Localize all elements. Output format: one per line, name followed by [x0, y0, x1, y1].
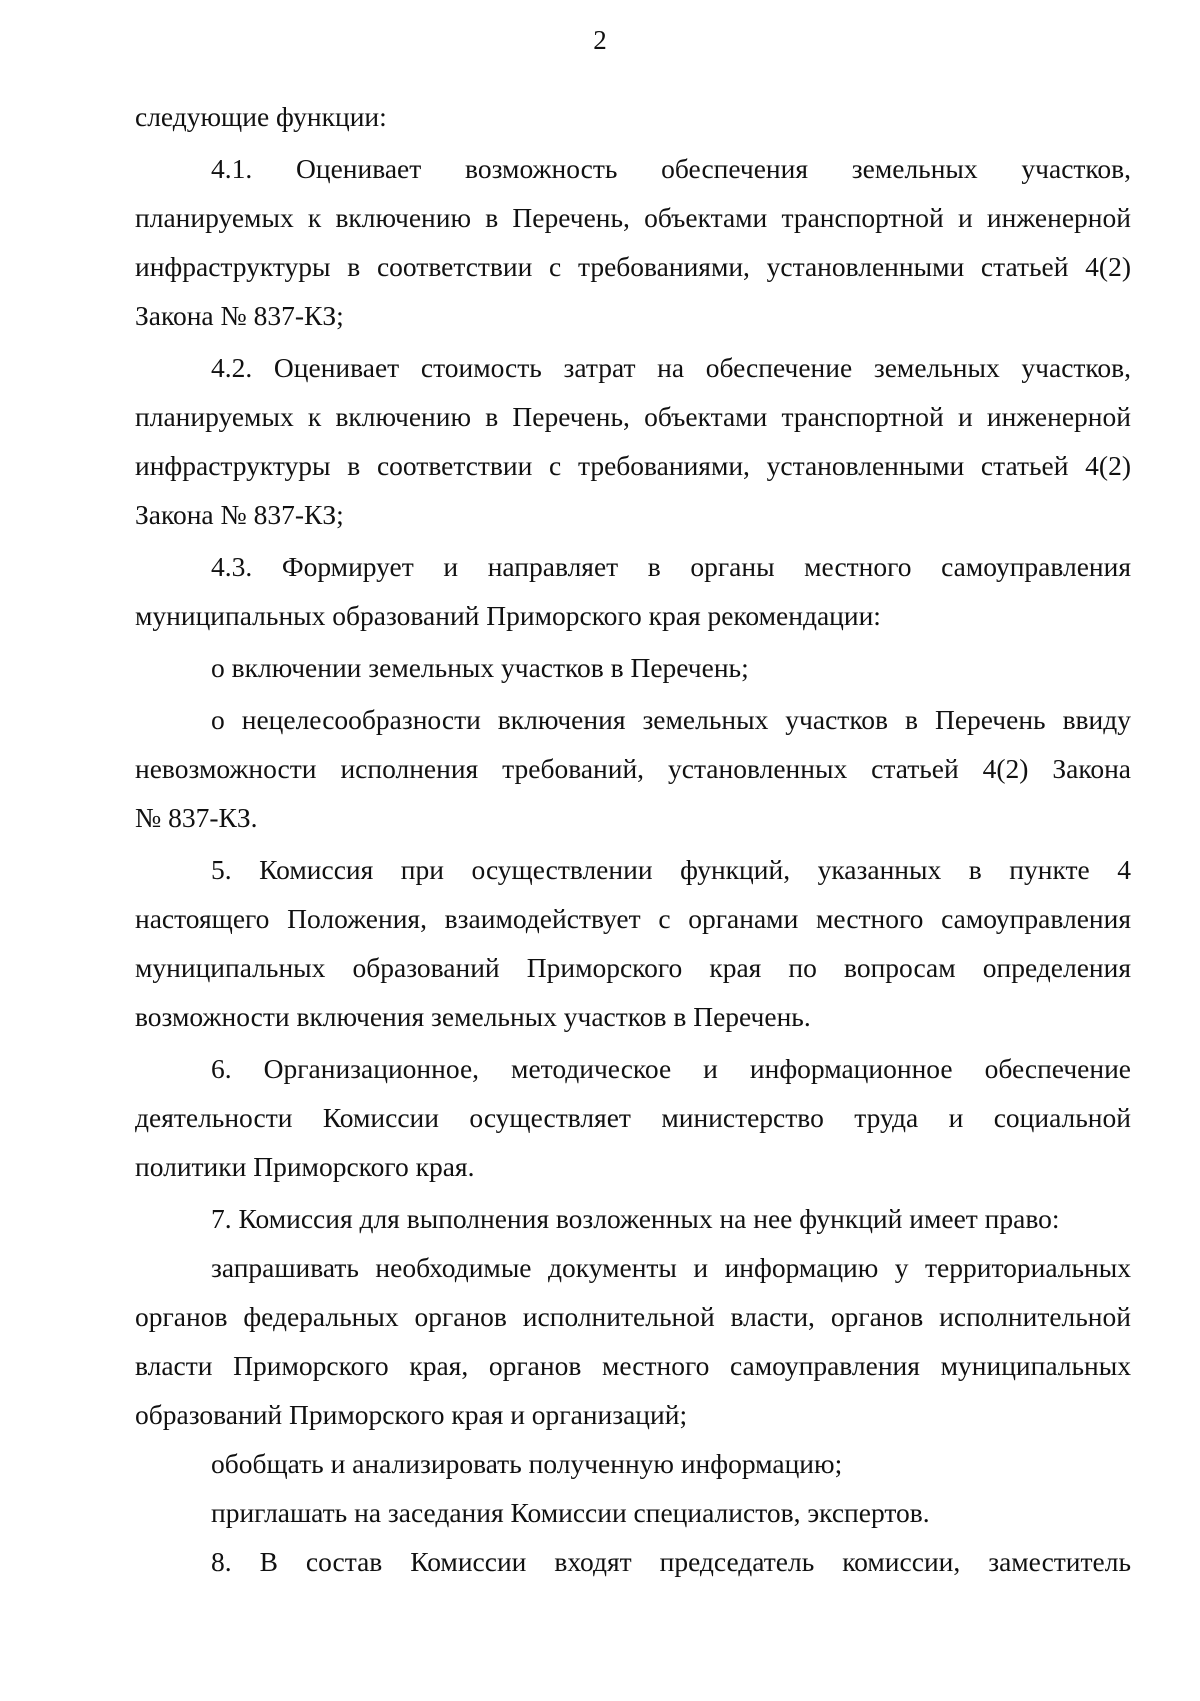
text-line: Закона № 837-КЗ;	[135, 499, 344, 530]
text-line: органов федеральных органов исполнительной власти, органов исполнительной	[135, 1301, 1131, 1332]
text-line: 7. Комиссия для выполнения возложенных на нее функций имеет право:	[211, 1203, 1060, 1234]
text-line: планируемых к включению в Перечень, объектами транспортной и инженерной	[135, 401, 1131, 432]
text-line: 4.2. Оценивает стоимость затрат на обеспечение земельных участков,	[211, 352, 1131, 383]
text-line: запрашивать необходимые документы и информацию у территориальных	[211, 1252, 1131, 1283]
text-line: Закона № 837-КЗ;	[135, 300, 344, 331]
text-line: настоящего Положения, взаимодействует с органами местного самоуправления	[135, 903, 1131, 934]
text-line: инфраструктуры в соответствии с требованиями, установленными статьей 4(2)	[135, 251, 1131, 282]
text-line: обобщать и анализировать полученную информацию;	[211, 1448, 843, 1479]
text-line: № 837-КЗ.	[135, 802, 258, 833]
text-line: образований Приморского края и организаций;	[135, 1399, 688, 1430]
text-line: муниципальных образований Приморского края по вопросам определения	[135, 952, 1131, 983]
text-line: муниципальных образований Приморского края рекомендации:	[135, 600, 881, 631]
text-line: 8. В состав Комиссии входят председатель комиссии, заместитель	[211, 1546, 1131, 1577]
document-body	[135, 92, 1131, 1586]
text-line: 5. Комиссия при осуществлении функций, указанных в пункте 4	[211, 854, 1131, 885]
text-line: невозможности исполнения требований, установленных статьей 4(2) Закона	[135, 753, 1131, 784]
text-line: 6. Организационное, методическое и информационное обеспечение	[211, 1053, 1131, 1084]
text-line: 4.3. Формирует и направляет в органы местного самоуправления	[211, 551, 1131, 582]
page-number: 2	[593, 25, 607, 55]
text-line: деятельности Комиссии осуществляет министерство труда и социальной	[135, 1102, 1131, 1133]
text-line: планируемых к включению в Перечень, объектами транспортной и инженерной	[135, 202, 1131, 233]
text-line: 4.1. Оценивает возможность обеспечения земельных участков,	[211, 153, 1131, 184]
text-line: о нецелесообразности включения земельных участков в Перечень ввиду	[211, 704, 1131, 735]
text-line: власти Приморского края, органов местного самоуправления муниципальных	[135, 1350, 1131, 1381]
text-line: политики Приморского края.	[135, 1151, 475, 1182]
text-line: возможности включения земельных участков в Перечень.	[135, 1001, 811, 1032]
text-line: о включении земельных участков в Перечень;	[211, 652, 749, 683]
text-line: приглашать на заседания Комиссии специалистов, экспертов.	[211, 1497, 930, 1528]
text-line: инфраструктуры в соответствии с требованиями, установленными статьей 4(2)	[135, 450, 1131, 481]
text-line: следующие функции:	[135, 101, 387, 132]
